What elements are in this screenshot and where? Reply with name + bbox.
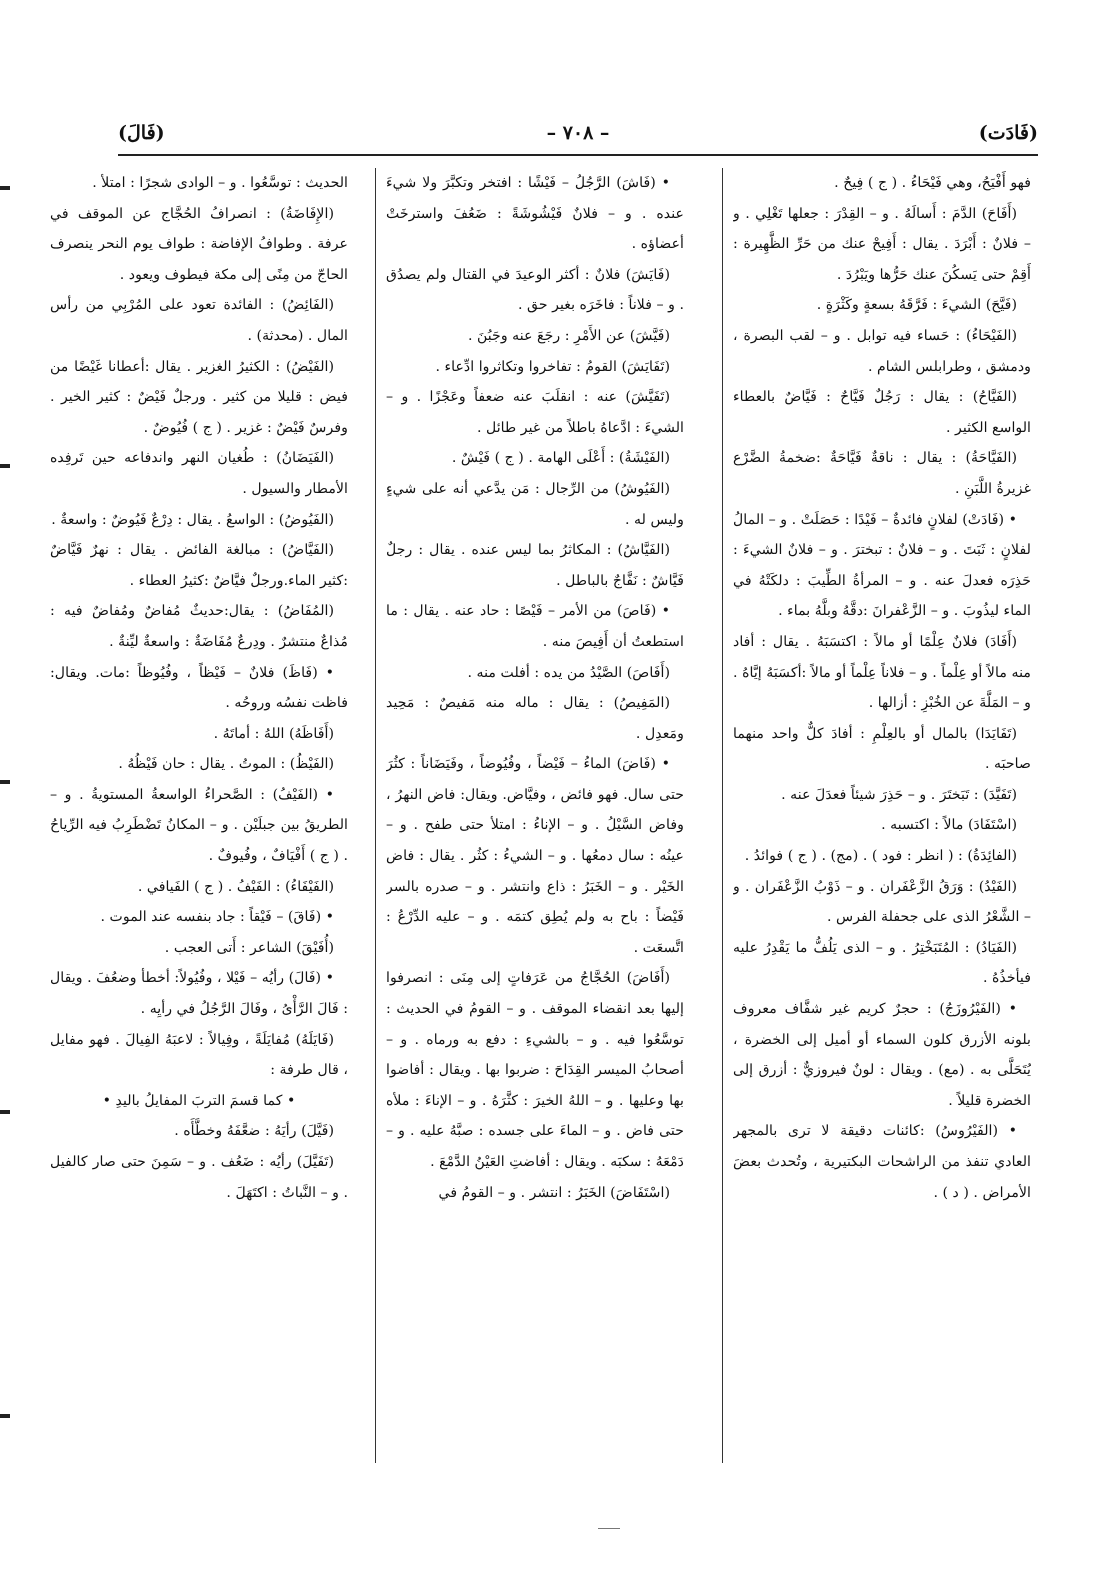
entry-text: • (فَاقَ) – فَيْقاً : جاد بنفسه عند الموت . (100, 909, 334, 926)
entry-text: (الفَيْفَاءُ) : الفَيْفُ . ( ج ) الفَيافي . (137, 878, 334, 895)
entry-text: (فَيَّلَ) رأيَهُ : ضعَّفَهُ وخطَّأَه . (174, 1123, 334, 1140)
entry-text: • (فَاظَ) فلانٌ – فَيْظاً ، وفُيُوظاً :مات. ويقال: فاظت نفسُه وروحُه . (50, 664, 348, 712)
column-divider-right (722, 168, 723, 1463)
entry-text: (الفَيْضُ) : الكثيرُ الغزير . يقال :أعطانا غَيْضًا من فيض : قليلا من كثير . ورجلٌ فَيْضٌ : كثير الخير . وفرسٌ فَيْضٌ : غزير . ( ج ) فُيُوضٌ . (50, 358, 348, 436)
entry-text: (المَفِيصُ) : يقال : ماله منه مَفيصٌ : مَحِيد ومَعدِل . (386, 695, 684, 742)
column-left (50, 168, 348, 1458)
column-divider-left (375, 168, 376, 1463)
entry-text: الحديث : توسَّعُوا . و – الوادى شجرًا : امتلأ . (92, 175, 348, 191)
scan-edge-mark (0, 464, 10, 468)
entry-text: (الفَيَادُ) : المُتَبَخْتِرُ . و – الذى يَلُفُّ ما يَقْدِرُ عليه فيأخذُهُ . (733, 939, 1031, 987)
column-right (733, 168, 1031, 1458)
entry-text: (الفَيَّاشُ) : المكاثرُ بما ليس عنده . يقال : رجلٌ فَيَّاشٌ : نَفَّاجٌ بالباطل . (386, 542, 684, 589)
entry-text: (أَفَاظَهُ) اللهُ : أماتَهُ . (213, 725, 334, 742)
entry-text: (تَفَيَّشَ) عنه : انقلَبَ عنه ضعفاً وعَجْزًا . و – الشيءَ : ادَّعاهُ باطلاً من غير طائل . (386, 389, 684, 436)
entry-text: • (الفَيْرُوسُ) :كائنات دقيقة لا ترى بالمجهر العادي تنفذ من الراشحات البكتيرية ، وتُحدث بعضَ الأمراض . ( د ) . (733, 1123, 1031, 1201)
entry-text: (فَايَشَ) فلانٌ : أكثر الوعيدَ في القتال ولم يصدُق . و – فلاناً : فاخَرَه بغير حق . (386, 266, 684, 314)
entry-text: (أَفَاضَ) الحُجَّاجُ من عَرَفاتٍ إلى مِنَى : انصرفوا إليها بعد انقضاء الموقف . و – القومُ في الحديث : توسَّعُوا فيه . و – بالشيءِ : دفع به ورماه . و – أصحابُ الميسر القِدَاحَ : ضربوا بها . ويقال : أفاضوا بها وعليها . و – اللهُ الخيرَ : كثَّرَهُ . و – الإناءَ : ملأه حتى فاض . و – الماءَ على جسده : صبَّهُ عليه . و – دَمْعَهُ : سكبَه . ويقال : أفاضتِ العَيْنُ الدَّمْعَ . (386, 970, 684, 1170)
entry-text: (تَفَيَّلَ) رأيُه : ضَعُف . و – سَمِنَ حتى صار كالفيل . و – النَّباتُ : اكتَهَلَ . (50, 1154, 348, 1201)
header-left-guide-word: (فَالَ) (118, 122, 165, 144)
entry-text: (الفَيْشَةُ) : أَعْلَى الهامة . ( ج ) فَيْشٌ . (451, 450, 670, 467)
scan-edge-mark (0, 780, 10, 784)
entry-text: (الإِفَاضَةُ) : انصرافُ الحُجَّاج عن الموقف في عرفة . وطوافُ الإفاضة : طواف يوم النحر ينصرف الحاجّ من مِنًى إلى مكة فيطوف ويعود . (50, 205, 348, 283)
entry-text: • (الفَيْفُ) : الصَّحراءُ الواسعةُ المستويةُ . و – الطريقُ بين جبلَيْن . و – المكانُ تَضْطَرِبُ فيه الرِّياحُ . ( ج ) أَفْيَافٌ ، وفُيوفٌ . (50, 786, 348, 865)
entry-text: (الفَيْدُ) : وَرَقُ الزَّعْفَران . و – ذَوْبُ الزَّعْفَران . و – الشَّعْرُ الذى على جحفلة الفرس . (733, 878, 1031, 926)
entry-text: (تَفَايَدَا) بالمال أو بالعِلْمِ : أفادَ كلٌّ واحد منهما صاحبَه . (733, 725, 1031, 773)
entry-text: (أَفَاصَ) الصَّيْدُ من يده : أفلت منه . (467, 664, 670, 681)
entry-text: (أَفَاحَ) الدَّمَ : أَسالَهُ . و – القِدْرَ : جعلها تَغْلِي . و – فلانٌ : أَبْرَدَ . يقال : أَفِيحْ عنك من حَرِّ الظَّهِيرة : أَقِمْ حتى يَسكُنَ عنك حَرُّها ويَبْرُدَ . (733, 205, 1031, 283)
entry-text: (أُفَيْقَ) الشاعر : أَتى العجب . (164, 939, 334, 956)
entry-text: (الفَيَّاحَةُ) : يقال : ناقةٌ فَيَّاحَةٌ :ضخمةُ الضَّرْع غزيرةُ اللَّبَنِ . (733, 450, 1031, 497)
entry-text: (فَيَّحَ) الشيءَ : فَرَّقَهُ بسعةٍ وكَثْرَةٍ . (816, 297, 1017, 314)
page-number: – ٧٠٨ – (546, 122, 610, 144)
entry-text: (تَفَيَّدَ) : تَبَختَرَ . و – حَذِرَ شيئاً فعدَلَ عنه . (781, 786, 1017, 803)
entry-text: (فَيَّشَ) عن الأَمْرِ : رجَعَ عنه وجَبُنَ . (467, 327, 670, 344)
page-header (118, 118, 1038, 158)
entry-text: • (فَاصَ) من الأمر – فَيْصًا : حاد عنه . يقال : ما استطعتُ أن أَفِيصَ منه . (386, 603, 684, 650)
footer-mark (598, 1528, 620, 1529)
entry-text: • (الفَيْرُوزَجُ) : حجرٌ كريم غير شفَّاف معروف بلونه الأزرق كلون السماء أو أميل إلى الخضرة ، يُتَحَلَّى به . (مع) . ويقال : لونٌ فيروزيٌّ : أزرق إلى الخضرة قليلاً . (733, 1001, 1031, 1109)
entry-text: (الفائِدَةُ) : ( انظر : فود ) . (مج) . ( ج ) فوائدُ . (744, 848, 1017, 865)
entry-text: (الفَائِضُ) : الفائدة تعود على المُرْبِي من رأس المال . (محدثة) . (50, 297, 348, 344)
scan-edge-mark (0, 1110, 10, 1114)
verse-line: • كما قسمَ التربَ المفايلُ باليدِ • (102, 1092, 296, 1109)
entry-text: (أَفَادَ) فلانٌ عِلْمًا أو مالاً : اكتسَبَهُ . يقال : أفاد منه مالاً أو عِلْماً . و – فلاناً عِلْماً أو مالاً :أكسَبَهُ إيَّاهُ . و – المَلَّةَ عن الخُبْزِ : أزالها . (733, 633, 1031, 712)
entry-text: (الفَيْحَاءُ) : حَساء فيه توابل . و – لقب البصرة ، ودمشق ، وطرابلس الشام . (733, 327, 1031, 375)
scan-edge-mark (0, 186, 10, 190)
entry-text: (اسْتَفَاضَ) الخَبَرُ : انتشر . و – القومُ في (438, 1184, 670, 1201)
entry-text: (الفَيَّاضُ) : مبالغة الفائض . يقال : نهرٌ فَيَّاضٌ :كثير الماء.ورجلٌ فيَّاضٌ :كثيرُ العطاء . (50, 542, 348, 589)
entry-text: (تَفَايَشَ) القومُ : تفاخروا وتكاثروا ادِّعاء . (435, 358, 670, 375)
entry-text: (الفَيْظُ) : الموتُ . يقال : حان فَيْظُهُ . (118, 756, 334, 773)
header-right-guide-word: (فَادَت) (978, 122, 1038, 144)
entry-text: • (فَادَتْ) لفلانٍ فائدةٌ – فَيْدًا : حَصَلَتْ . و – المالُ لفلانٍ : ثَبَتَ . و – فلانٌ : تبخترَ . و – فلانٌ الشيءَ : حَذِرَه فعدلَ عنه . و – المرأةُ الطِّيبَ : دلكَتْهُ في الماء ليذُوبَ . و – الزَّعْفرانَ :دقَّهُ وبلَّهُ بماء . (733, 511, 1031, 620)
entry-text: (الفَيُوضُ) : الواسعُ . يقال : دِرْعٌ فَيُوضٌ : واسعةٌ . (51, 511, 334, 528)
entry-text: • (فَاشَ) الرَّجُلُ – فَيْشًا : افتخر وتكبَّرَ ولا شيءَ عنده . و – فلانٌ فَيْشُوشَةً : ضَعُفَ واسترخَتْ أعضاؤه . (386, 175, 684, 253)
entry-text: (فَايَلَهُ) مُفايَلَةً ، وفِيالاً : لاعبَهُ الفِيالَ . فهو مفايل ، قال طرفة : (50, 1031, 348, 1079)
entry-text: (اسْتَفَادَ) مالاً : اكتسبه . (881, 817, 1017, 834)
entry-text: (المُفَاضُ) : يقال:حديثٌ مُفاضٌ ومُفاضٌ فيه : مُذاعٌ منتشرٌ . ودِرعٌ مُفَاضَةٌ : واسعةٌ ليِّنةٌ . (50, 603, 348, 650)
entry-text: فهو أَفْيَحُ، وهي فَيْحَاءُ . ( ج ) فِيحٌ . (834, 175, 1031, 191)
entry-text: • (فَاضَ) الماءُ – فَيْضاً ، وفُيُوضاً ، وفَيَضَاناً : كثُرَ حتى سال. فهو فائض ، وفيَّاض. ويقال: فاض النهرُ ، وفاض السَّيْلُ . و – الإناءُ : امتلأ حتى طفح . و – عينُه : سال دمعُها . و – الشيءُ : كثُر . يقال : فاض الخَيْر . و – الخَبَرُ : ذاع وانتشر . و – صدره بالسر فَيْضاً : باح به ولم يُطِق كتمَه . و – عليه الدِّرْعُ : اتَّسعَت . (386, 756, 684, 956)
column-middle (386, 168, 684, 1458)
header-rule (118, 154, 1038, 156)
scan-edge-mark (0, 1414, 10, 1418)
entry-text: (الفَيُوشُ) من الرِّجال : مَن يدَّعي أنه على شيءٍ وليس له . (386, 480, 684, 528)
entry-text: • (فَالَ) رأيُه – فَيْلا ، وفُيُولاً: أخطأ وضعُفَ . ويقال : فَالَ الرَّأْىُ ، وفَالَ الرَّجُلُ في رأيِه . (50, 970, 348, 1018)
entry-text: (الفَيَضَانُ) : طُغيان النهر واندفاعه حين تَرفِده الأمطار والسيول . (50, 450, 348, 497)
entry-text: (الفَيَّاحُ) : يقال : رَجُلٌ فَيَّاحٌ : فَيَّاضٌ بالعطاء الواسع الكثير . (733, 389, 1031, 436)
